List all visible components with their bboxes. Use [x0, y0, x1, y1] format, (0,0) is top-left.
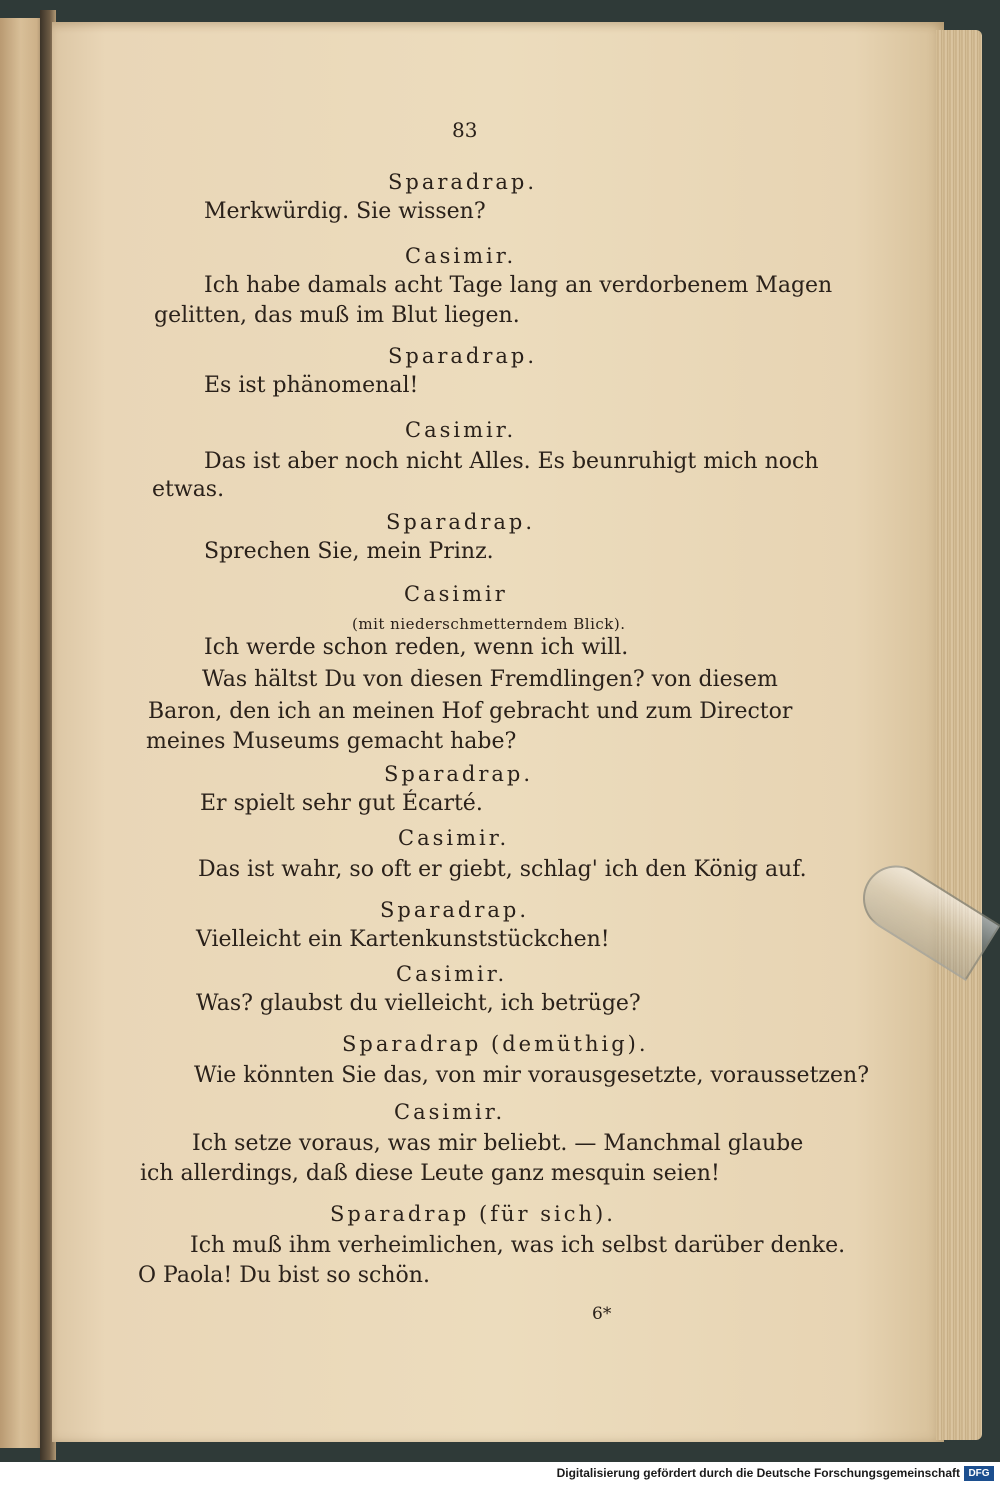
dialogue-line: Er spielt sehr gut Écarté. — [200, 791, 483, 816]
speaker-line: Sparadrap. — [380, 898, 530, 922]
speaker-line: Sparadrap. — [386, 510, 536, 534]
dialogue-line: Ich muß ihm verheimlichen, was ich selbst darüber denke. — [190, 1233, 846, 1258]
speaker-line: Sparadrap. — [388, 170, 538, 194]
signature-mark: 6* — [592, 1304, 612, 1324]
dialogue-line: etwas. — [152, 477, 225, 502]
stage-direction: (mit niederschmetterndem Blick). — [352, 615, 626, 633]
dialogue-line: Ich werde schon reden, wenn ich will. — [204, 635, 629, 660]
speaker-line: Casimir. — [394, 1100, 506, 1124]
dialogue-line: Was? glaubst du vielleicht, ich betrüge? — [196, 991, 641, 1016]
dialogue-line: Wie könnten Sie das, von mir vorausgesetzte, voraussetzen? — [194, 1063, 869, 1088]
page-number: 83 — [452, 118, 478, 142]
dialogue-line: Ich setze voraus, was mir beliebt. — Manchmal glaube — [192, 1131, 804, 1156]
speaker-line: Casimir. — [405, 418, 517, 442]
dialogue-line: Ich habe damals acht Tage lang an verdorbenem Magen — [204, 273, 833, 298]
dfg-logo: DFG — [964, 1466, 994, 1481]
speaker-line: Casimir. — [398, 826, 510, 850]
speaker-line: Sparadrap (demüthig). — [342, 1032, 649, 1056]
dialogue-line: ich allerdings, daß diese Leute ganz mesquin seien! — [140, 1161, 720, 1186]
dialogue-line: Das ist aber noch nicht Alles. Es beunruhigt mich noch — [204, 449, 819, 474]
dialogue-line: O Paola! Du bist so schön. — [138, 1263, 430, 1288]
funding-credit: Digitalisierung gefördert durch die Deutsche Forschungsgemeinschaft — [556, 1466, 960, 1480]
dialogue-line: Was hältst Du von diesen Fremdlingen? von diesem — [202, 667, 778, 692]
speaker-line: Casimir. — [405, 244, 517, 268]
footer-bar — [0, 1462, 1000, 1486]
dialogue-line: Baron, den ich an meinen Hof gebracht und zum Director — [148, 699, 793, 724]
speaker-line: Sparadrap. — [388, 344, 538, 368]
dialogue-line: Es ist phänomenal! — [204, 373, 419, 398]
dialogue-line: Das ist wahr, so oft er giebt, schlag' ich den König auf. — [198, 857, 807, 882]
dialogue-line: meines Museums gemacht habe? — [146, 729, 517, 754]
speaker-line: Sparadrap. — [384, 762, 534, 786]
speaker-line: Casimir. — [396, 962, 508, 986]
speaker-line: Casimir — [404, 582, 508, 606]
dialogue-line: Vielleicht ein Kartenkunststückchen! — [196, 927, 610, 952]
dialogue-line: gelitten, das muß im Blut liegen. — [154, 303, 520, 328]
dialogue-line: Sprechen Sie, mein Prinz. — [204, 539, 494, 564]
dialogue-line: Merkwürdig. Sie wissen? — [204, 199, 486, 224]
speaker-line: Sparadrap (für sich). — [330, 1202, 616, 1226]
